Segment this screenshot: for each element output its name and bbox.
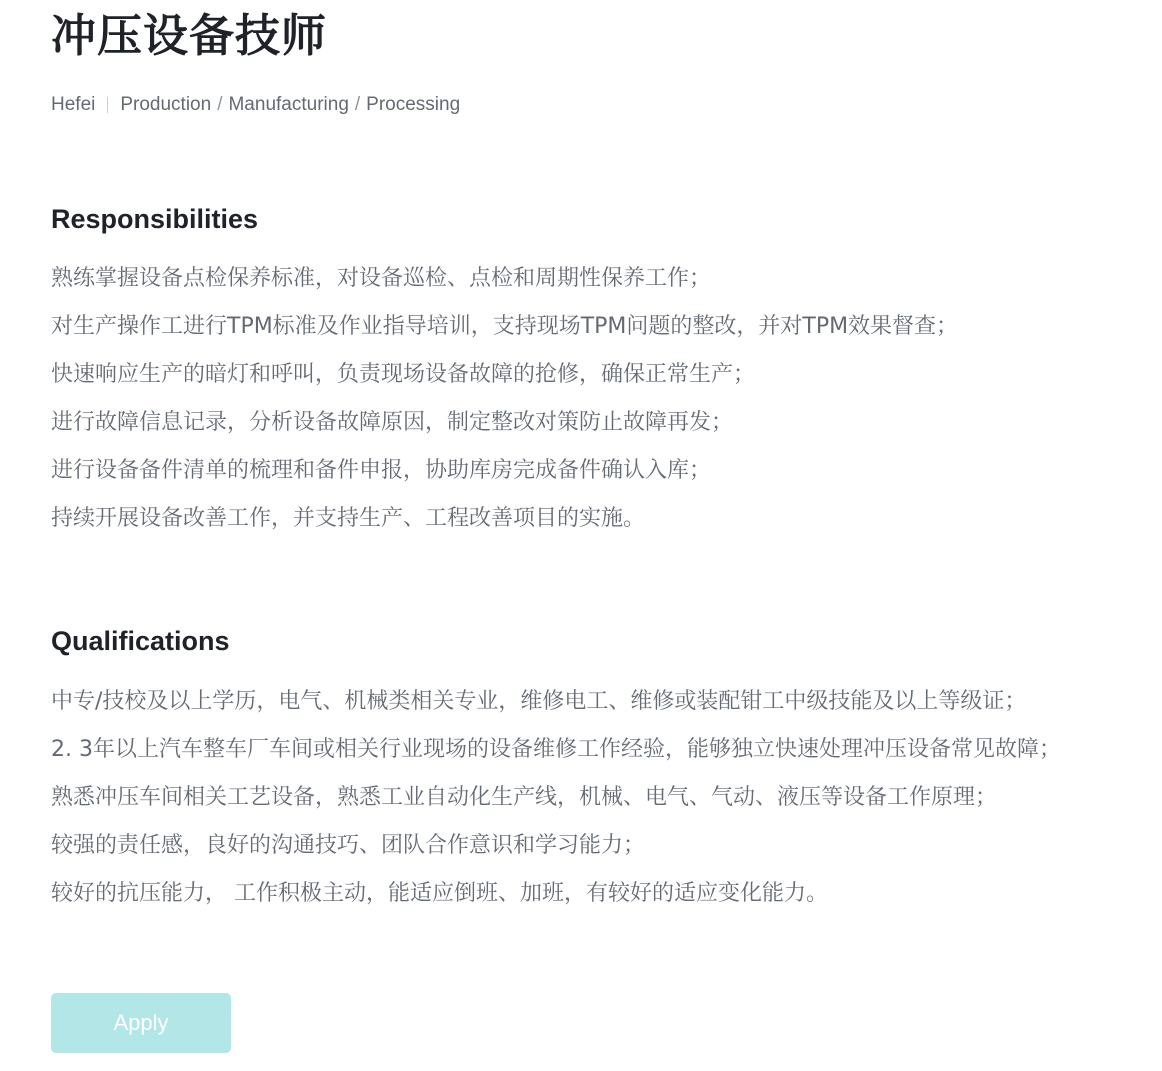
responsibilities-heading: Responsibilities: [51, 204, 259, 234]
category-separator: /: [354, 94, 361, 115]
job-category-2: Manufacturing: [228, 94, 349, 115]
qualification-item: 较强的责任感，良好的沟通技巧、团队合作意识和学习能力；: [51, 833, 646, 858]
qualification-item: 较好的抗压能力， 工作积极主动，能适应倒班、加班，有较好的适应变化能力。: [51, 881, 828, 906]
qualifications-heading: Qualifications: [51, 626, 230, 656]
responsibilities-list: [51, 255, 958, 543]
responsibility-item: 对生产操作工进行TPM标准及作业指导培训，支持现场TPM问题的整改，并对TPM效果督查；: [51, 314, 959, 339]
job-category-1: Production: [120, 94, 212, 115]
job-meta: [51, 92, 460, 118]
qualification-item: 熟悉冲压车间相关工艺设备，熟悉工业自动化生产线，机械、电气、气动、液压等设备工作原理；: [51, 785, 998, 810]
responsibility-item: 进行设备备件清单的梳理和备件申报，协助库房完成备件确认入库；: [51, 458, 712, 483]
meta-divider: [107, 97, 108, 113]
qualifications-list: [51, 678, 1061, 918]
responsibility-item: 进行故障信息记录，分析设备故障原因，制定整改对策防止故障再发；: [51, 410, 734, 435]
qualification-item: 2. 3年以上汽车整车厂车间或相关行业现场的设备维修工作经验，能够独立快速处理冲压设备常见故障；: [51, 737, 1061, 762]
job-title: 冲压设备技师: [51, 10, 328, 61]
apply-button[interactable]: Apply: [51, 993, 231, 1053]
responsibility-item: 快速响应生产的暗灯和呼叫，负责现场设备故障的抢修，确保正常生产；: [51, 362, 756, 387]
job-category-3: Processing: [366, 94, 461, 115]
job-location: Hefei: [51, 94, 96, 115]
responsibility-item: 熟练掌握设备点检保养标准，对设备巡检、点检和周期性保养工作；: [51, 266, 712, 291]
category-separator: /: [217, 94, 223, 115]
qualification-item: 中专/技校及以上学历，电气、机械类相关专业，维修电工、维修或装配钳工中级技能及以上等级证；: [51, 689, 1027, 714]
responsibility-item: 持续开展设备改善工作，并支持生产、工程改善项目的实施。: [51, 506, 646, 531]
